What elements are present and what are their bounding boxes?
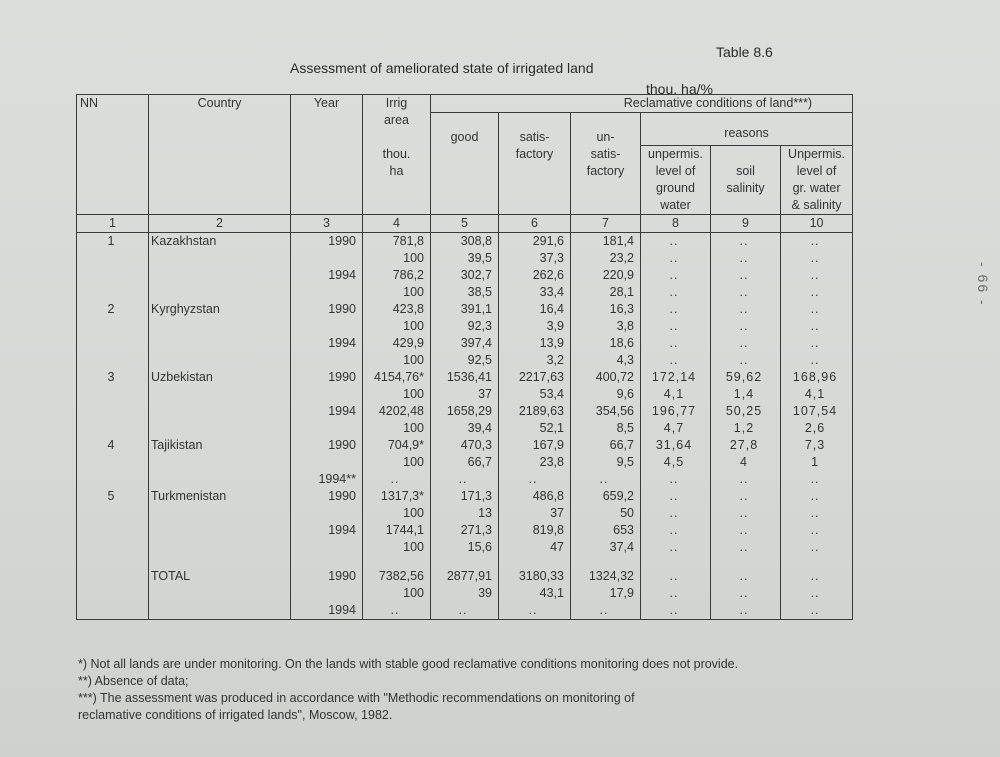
table-cell: 354,56: [571, 403, 641, 420]
table-cell: 1990: [291, 233, 363, 251]
table-cell: 37,3: [499, 250, 571, 267]
table-cell: 100: [363, 250, 431, 267]
table-cell: 39,4: [431, 420, 499, 437]
table-cell: 100: [363, 420, 431, 437]
table-cell: 4,7: [641, 420, 711, 437]
table-cell: 1317,3*: [363, 488, 431, 505]
table-cell: [77, 505, 149, 522]
column-number: 9: [711, 215, 781, 233]
table-cell: 1994: [291, 602, 363, 620]
table-cell: 423,8: [363, 301, 431, 318]
table-cell: ..: [781, 335, 853, 352]
table-cell: [291, 454, 363, 471]
table-cell: ..: [781, 585, 853, 602]
table-row: [77, 267, 853, 284]
table-row: [77, 505, 853, 522]
table-cell: [291, 386, 363, 403]
column-number: 1: [77, 215, 149, 233]
header-unpermis-water-salinity: Unpermis. level of gr. water & salinity: [781, 146, 853, 215]
table-cell: ..: [711, 301, 781, 318]
table-cell: 8,5: [571, 420, 641, 437]
table-cell: 100: [363, 284, 431, 301]
table-cell: 23,8: [499, 454, 571, 471]
table-cell: [291, 250, 363, 267]
table-cell: ..: [641, 284, 711, 301]
table-cell: ..: [499, 471, 571, 488]
table-body: [77, 233, 853, 620]
table-cell: Tajikistan: [149, 437, 291, 454]
table-cell: [77, 454, 149, 471]
table-cell: [77, 250, 149, 267]
table-cell: ..: [781, 539, 853, 556]
table-cell: 52,1: [499, 420, 571, 437]
table-cell: ..: [641, 539, 711, 556]
column-number: 8: [641, 215, 711, 233]
footnote: **) Absence of data;: [78, 674, 189, 688]
table-cell: 271,3: [431, 522, 499, 539]
table-row: [77, 369, 853, 386]
table-header: [77, 95, 853, 233]
page-number-mark: - 66 -: [975, 262, 991, 307]
table-cell: 100: [363, 386, 431, 403]
header-reasons: reasons: [641, 113, 853, 146]
table-number: Table 8.6: [716, 44, 773, 60]
table-cell: 37: [499, 505, 571, 522]
table-cell: [149, 539, 291, 556]
table-cell: ..: [641, 488, 711, 505]
table-cell: ..: [711, 488, 781, 505]
table-cell: Kyrghyzstan: [149, 301, 291, 318]
table-row: [77, 250, 853, 267]
table-cell: ..: [641, 602, 711, 620]
table-cell: [77, 585, 149, 602]
table-cell: [149, 602, 291, 620]
header-irrig-area: Irrig area thou. ha: [363, 95, 431, 215]
table-cell: Kazakhstan: [149, 233, 291, 251]
footnotes: [78, 656, 738, 724]
header-good: good: [431, 113, 499, 215]
table-cell: ..: [711, 318, 781, 335]
table-cell: [149, 454, 291, 471]
table-cell: 196,77: [641, 403, 711, 420]
table-cell: 100: [363, 318, 431, 335]
table-cell: ..: [781, 488, 853, 505]
table-row: [77, 602, 853, 620]
table-cell: 13,9: [499, 335, 571, 352]
table-row: [77, 437, 853, 454]
table-cell: 3,2: [499, 352, 571, 369]
table-cell: 38,5: [431, 284, 499, 301]
table-cell: [77, 420, 149, 437]
table-cell: 1990: [291, 568, 363, 585]
table-cell: 2189,63: [499, 403, 571, 420]
table-cell: ..: [781, 505, 853, 522]
header-satisfactory: satis- factory: [499, 113, 571, 215]
table-cell: 2217,63: [499, 369, 571, 386]
table-cell: Turkmenistan: [149, 488, 291, 505]
table-cell: ..: [431, 471, 499, 488]
table-cell: 391,1: [431, 301, 499, 318]
table-cell: ..: [711, 471, 781, 488]
header-unsatisfactory: un- satis- factory: [571, 113, 641, 215]
table-cell: [149, 335, 291, 352]
table-row: [77, 522, 853, 539]
table-cell: ..: [711, 602, 781, 620]
table-cell: 100: [363, 352, 431, 369]
table-cell: 100: [363, 454, 431, 471]
table-cell: [77, 522, 149, 539]
table-cell: 28,1: [571, 284, 641, 301]
table-cell: 92,5: [431, 352, 499, 369]
header-nn: NN: [77, 95, 149, 215]
table-cell: 302,7: [431, 267, 499, 284]
table-cell: 16,3: [571, 301, 641, 318]
column-number: 2: [149, 215, 291, 233]
table-cell: 3,8: [571, 318, 641, 335]
column-number: 7: [571, 215, 641, 233]
table-cell: 9,5: [571, 454, 641, 471]
table-cell: ..: [711, 522, 781, 539]
table-cell: 181,4: [571, 233, 641, 251]
table-cell: 4,1: [781, 386, 853, 403]
table-cell: [149, 284, 291, 301]
table-cell: 15,6: [431, 539, 499, 556]
table-cell: 4,3: [571, 352, 641, 369]
table-cell: [149, 403, 291, 420]
table-cell: 262,6: [499, 267, 571, 284]
table-cell: 4154,76*: [363, 369, 431, 386]
table-cell: 16,4: [499, 301, 571, 318]
table-cell: [149, 386, 291, 403]
table-cell: [149, 505, 291, 522]
table-cell: 704,9*: [363, 437, 431, 454]
table-cell: Uzbekistan: [149, 369, 291, 386]
table-cell: [77, 539, 149, 556]
table-cell: [149, 522, 291, 539]
table-cell: [291, 539, 363, 556]
table-cell: 659,2: [571, 488, 641, 505]
table-cell: ..: [781, 301, 853, 318]
table-cell: [291, 318, 363, 335]
table-row: [77, 352, 853, 369]
table-cell: 429,9: [363, 335, 431, 352]
table-cell: 47: [499, 539, 571, 556]
table-cell: 781,8: [363, 233, 431, 251]
table-cell: 31,64: [641, 437, 711, 454]
table-cell: [77, 318, 149, 335]
table-cell: ..: [641, 471, 711, 488]
table-cell: ..: [711, 250, 781, 267]
table-cell: 39,5: [431, 250, 499, 267]
table-cell: 1990: [291, 369, 363, 386]
table-cell: ..: [711, 505, 781, 522]
table-row: [77, 386, 853, 403]
table-cell: 66,7: [571, 437, 641, 454]
table-cell: 100: [363, 585, 431, 602]
table-cell: ..: [781, 471, 853, 488]
column-number: 3: [291, 215, 363, 233]
table-cell: 1994: [291, 267, 363, 284]
table-cell: 39: [431, 585, 499, 602]
table-cell: ..: [641, 568, 711, 585]
table-cell: 37: [431, 386, 499, 403]
table-row: [77, 454, 853, 471]
table-cell: ..: [641, 233, 711, 251]
table-cell: 7,3: [781, 437, 853, 454]
table-cell: [291, 505, 363, 522]
table-cell: ..: [781, 233, 853, 251]
table-cell: 18,6: [571, 335, 641, 352]
table-cell: [149, 267, 291, 284]
table-cell: [291, 585, 363, 602]
table-cell: ..: [711, 568, 781, 585]
table-cell: ..: [431, 602, 499, 620]
table-cell: 107,54: [781, 403, 853, 420]
table-cell: 1536,41: [431, 369, 499, 386]
table-cell: [77, 403, 149, 420]
table-cell: ..: [641, 301, 711, 318]
table-cell: ..: [781, 318, 853, 335]
table-cell: 4: [711, 454, 781, 471]
table-cell: ..: [781, 602, 853, 620]
table-cell: 653: [571, 522, 641, 539]
table-cell: [291, 352, 363, 369]
data-table: [76, 94, 853, 620]
table-cell: 1324,32: [571, 568, 641, 585]
table-cell: 37,4: [571, 539, 641, 556]
table-cell: [77, 352, 149, 369]
table-cell: [291, 420, 363, 437]
table-cell: TOTAL: [149, 568, 291, 585]
table-cell: ..: [363, 471, 431, 488]
table-cell: ..: [781, 284, 853, 301]
table-cell: [77, 335, 149, 352]
table-cell: ..: [711, 352, 781, 369]
table-cell: [149, 250, 291, 267]
table-cell: 1990: [291, 488, 363, 505]
table-cell: 1994: [291, 522, 363, 539]
table-row: [77, 539, 853, 556]
table-cell: 172,14: [641, 369, 711, 386]
table-cell: ..: [711, 267, 781, 284]
table-cell: 1: [781, 454, 853, 471]
table-row: [77, 585, 853, 602]
table-cell: [77, 386, 149, 403]
table-cell: ..: [641, 585, 711, 602]
header-reclamative-conditions: Reclamative conditions of land***): [431, 95, 853, 113]
header-soil-salinity: soil salinity: [711, 146, 781, 215]
table-cell: [149, 352, 291, 369]
table-cell: ..: [781, 568, 853, 585]
table-cell: [77, 284, 149, 301]
table-cell: ..: [711, 335, 781, 352]
table-cell: 397,4: [431, 335, 499, 352]
table-cell: ..: [641, 267, 711, 284]
table-cell: 23,2: [571, 250, 641, 267]
table-cell: 53,4: [499, 386, 571, 403]
table-cell: 2: [77, 301, 149, 318]
table-cell: 168,96: [781, 369, 853, 386]
table-cell: 17,9: [571, 585, 641, 602]
table-cell: 3: [77, 369, 149, 386]
table-cell: [291, 284, 363, 301]
table-cell: 43,1: [499, 585, 571, 602]
column-number: 5: [431, 215, 499, 233]
table-cell: 171,3: [431, 488, 499, 505]
table-cell: 486,8: [499, 488, 571, 505]
column-number: 6: [499, 215, 571, 233]
header-country: Country: [149, 95, 291, 215]
table-row: [77, 403, 853, 420]
table-cell: 1990: [291, 437, 363, 454]
table-cell: 59,62: [711, 369, 781, 386]
table-cell: ..: [781, 522, 853, 539]
table-units: thou. ha/%: [646, 81, 713, 97]
table-row: [77, 233, 853, 251]
table-cell: ..: [641, 352, 711, 369]
table-row: [77, 488, 853, 505]
table-cell: [77, 267, 149, 284]
table-cell: 291,6: [499, 233, 571, 251]
table-cell: 1994**: [291, 471, 363, 488]
table-cell: 33,4: [499, 284, 571, 301]
table-cell: [149, 420, 291, 437]
table-cell: 470,3: [431, 437, 499, 454]
table-cell: 1990: [291, 301, 363, 318]
table-cell: ..: [571, 471, 641, 488]
table-row: [77, 284, 853, 301]
table-cell: 4: [77, 437, 149, 454]
column-number: 4: [363, 215, 431, 233]
table-cell: 2,6: [781, 420, 853, 437]
footnote: reclamative conditions of irrigated lands", Moscow, 1982.: [78, 708, 393, 722]
table-cell: ..: [711, 585, 781, 602]
table-cell: ..: [641, 335, 711, 352]
table-row: [77, 301, 853, 318]
table-cell: 4,1: [641, 386, 711, 403]
table-cell: ..: [641, 522, 711, 539]
table-cell: 2877,91: [431, 568, 499, 585]
table-row: [77, 568, 853, 585]
table-row: [77, 471, 853, 488]
table-row: [77, 318, 853, 335]
column-number: 10: [781, 215, 853, 233]
column-number-row: [77, 215, 853, 233]
table-cell: 1,2: [711, 420, 781, 437]
table-cell: 4202,48: [363, 403, 431, 420]
table-cell: 1994: [291, 335, 363, 352]
table-cell: 1744,1: [363, 522, 431, 539]
table-cell: [77, 602, 149, 620]
footnote: ***) The assessment was produced in accordance with "Methodic recommendations on monitoring of: [78, 691, 635, 705]
table-cell: 100: [363, 505, 431, 522]
table-cell: 819,8: [499, 522, 571, 539]
table-cell: ..: [641, 505, 711, 522]
footnote: *) Not all lands are under monitoring. On the lands with stable good reclamative conditions monitoring does not provide.: [78, 657, 739, 671]
table-cell: [77, 568, 149, 585]
table-cell: [149, 471, 291, 488]
table-cell: 220,9: [571, 267, 641, 284]
header-year: Year: [291, 95, 363, 215]
table-cell: 1658,29: [431, 403, 499, 420]
table-cell: 7382,56: [363, 568, 431, 585]
table-cell: ..: [641, 318, 711, 335]
table-cell: 9,6: [571, 386, 641, 403]
table-cell: ..: [781, 250, 853, 267]
table-cell: 308,8: [431, 233, 499, 251]
table-row: [77, 420, 853, 437]
table-cell: 92,3: [431, 318, 499, 335]
table-cell: 1,4: [711, 386, 781, 403]
header-unpermis-ground-water: unpermis. level of ground water: [641, 146, 711, 215]
table-cell: [77, 471, 149, 488]
table-cell: 66,7: [431, 454, 499, 471]
table-cell: 400,72: [571, 369, 641, 386]
table-cell: ..: [363, 602, 431, 620]
table-cell: ..: [499, 602, 571, 620]
table-cell: 4,5: [641, 454, 711, 471]
table-cell: ..: [711, 233, 781, 251]
table-cell: [149, 318, 291, 335]
table-cell: 3180,33: [499, 568, 571, 585]
table-cell: ..: [781, 267, 853, 284]
table-cell: 1994: [291, 403, 363, 420]
table-title: Assessment of ameliorated state of irrigated land: [290, 60, 594, 76]
table-cell: 5: [77, 488, 149, 505]
table-cell: 100: [363, 539, 431, 556]
table-cell: [149, 585, 291, 602]
table-cell: ..: [781, 352, 853, 369]
table-row: [77, 335, 853, 352]
table-cell: 3,9: [499, 318, 571, 335]
table-cell: 786,2: [363, 267, 431, 284]
table-cell: 50,25: [711, 403, 781, 420]
table-cell: ..: [641, 250, 711, 267]
table-cell: ..: [711, 539, 781, 556]
table-cell: 50: [571, 505, 641, 522]
table-cell: ..: [571, 602, 641, 620]
table-cell: 167,9: [499, 437, 571, 454]
table-cell: 13: [431, 505, 499, 522]
table-cell: 27,8: [711, 437, 781, 454]
table-cell: ..: [711, 284, 781, 301]
table-cell: 1: [77, 233, 149, 251]
